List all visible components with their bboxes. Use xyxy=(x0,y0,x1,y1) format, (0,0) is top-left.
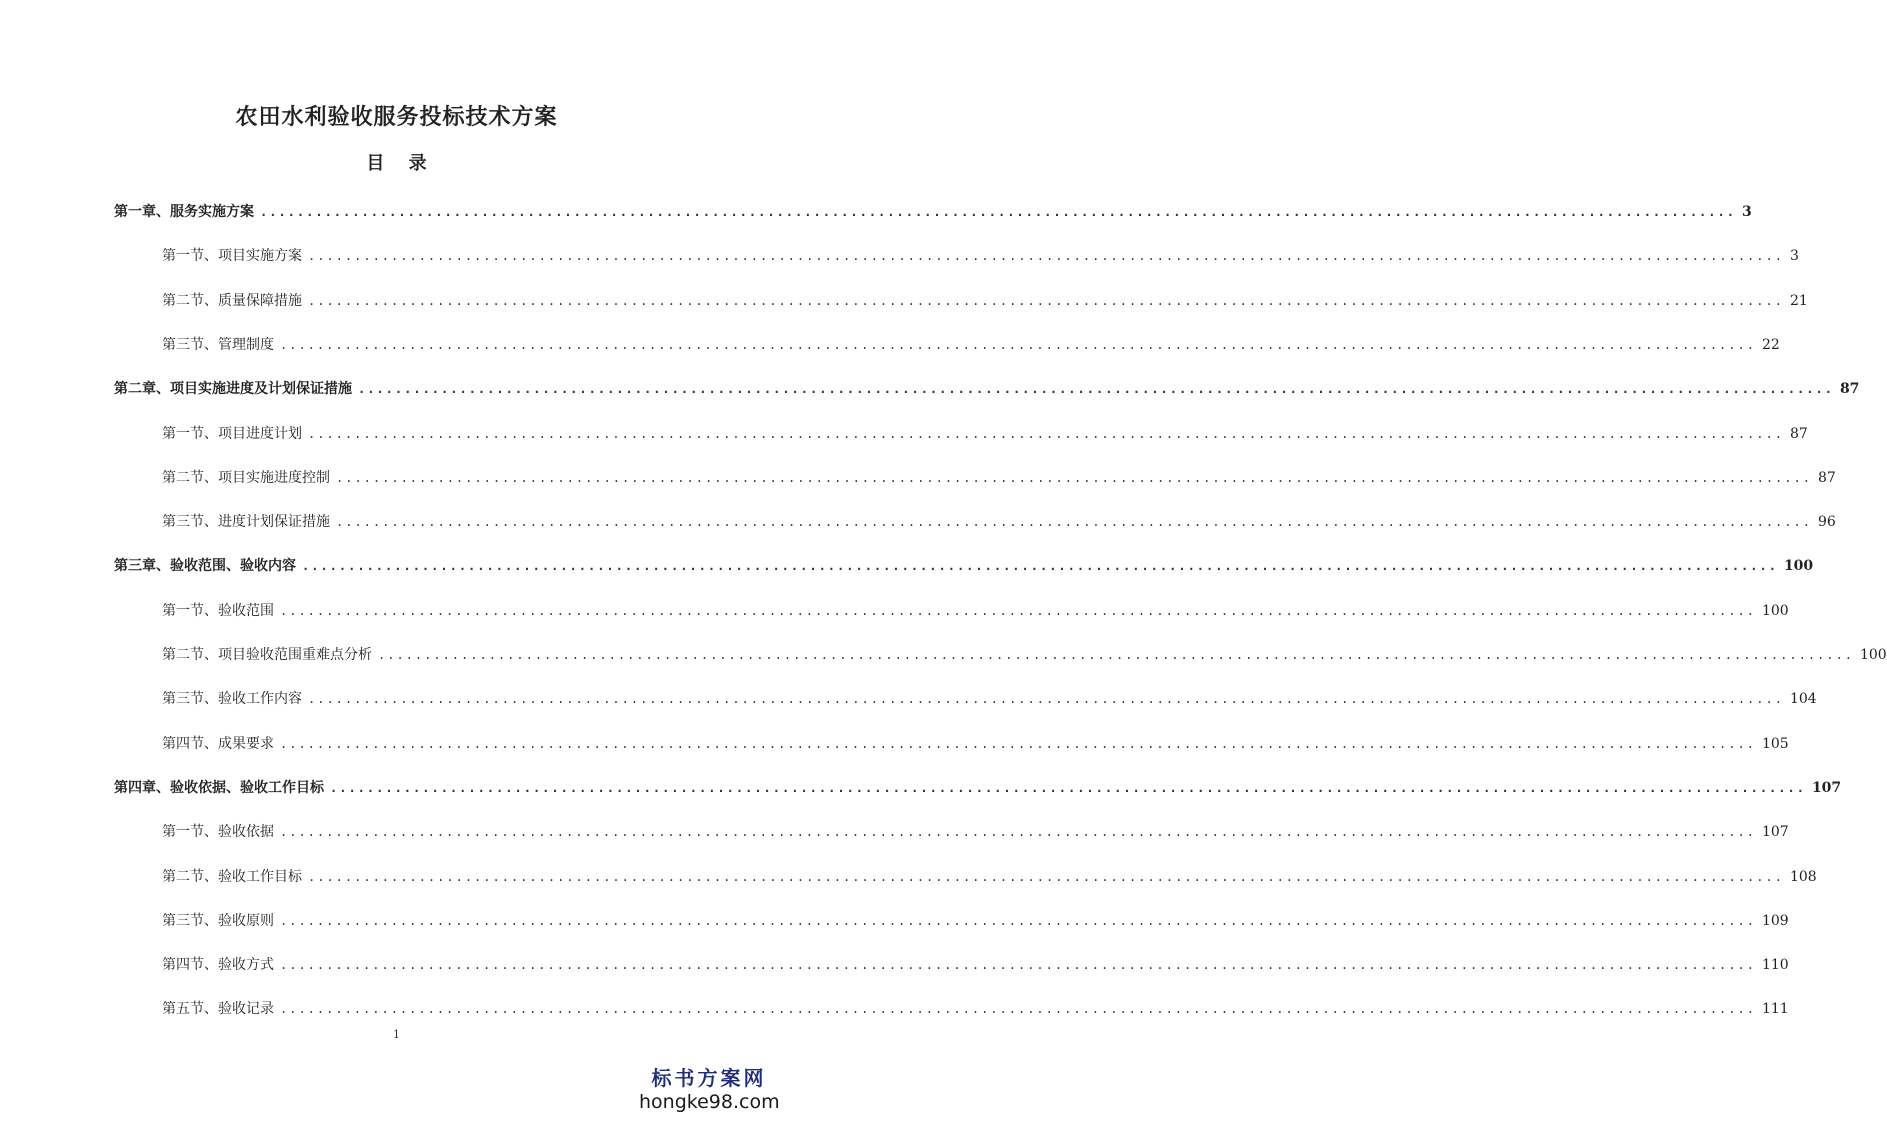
site-watermark-logo xyxy=(639,1066,779,1114)
toc-leader-dots: ................................................................................................................................................................ xyxy=(308,692,1784,707)
toc-heading: 目 录 xyxy=(366,153,427,174)
toc-leader-dots: ................................................................................................................................................................ xyxy=(308,869,1784,884)
toc-entry[interactable] xyxy=(114,777,1842,799)
toc-entry-page: 96 xyxy=(1817,514,1836,531)
toc-entry[interactable] xyxy=(114,378,1860,400)
toc-entry[interactable] xyxy=(162,998,1789,1020)
toc-entry-page: 104 xyxy=(1789,691,1817,708)
toc-entry-page: 87 xyxy=(1789,425,1808,442)
watermark-url: hongke98.com xyxy=(639,1091,780,1113)
toc-leader-dots: ................................................................................................................................................................ xyxy=(302,559,1778,574)
toc-entry[interactable] xyxy=(162,910,1789,932)
toc-leader-dots: ................................................................................................................................................................ xyxy=(280,913,1756,928)
toc-entry-label: 第三节、验收工作内容 xyxy=(162,691,302,708)
toc-entry-label: 第一节、验收范围 xyxy=(162,602,274,619)
toc-leader-dots: ................................................................................................................................................................ xyxy=(280,337,1756,352)
toc-entry[interactable] xyxy=(162,821,1789,843)
toc-entry-page: 110 xyxy=(1761,957,1789,974)
toc-leader-dots: ................................................................................................................................................................ xyxy=(280,603,1756,618)
toc-entry[interactable] xyxy=(162,511,1836,533)
document-title: 农田水利验收服务投标技术方案 xyxy=(235,104,558,130)
toc-entry[interactable] xyxy=(162,423,1808,445)
toc-entry-page: 107 xyxy=(1761,824,1789,841)
toc-leader-dots: ................................................................................................................................................................ xyxy=(308,426,1784,441)
watermark-name: 标书方案网 xyxy=(651,1066,767,1090)
toc-entry-page: 111 xyxy=(1761,1001,1789,1018)
toc-entry-page: 105 xyxy=(1761,735,1789,752)
toc-entry-label: 第一节、验收依据 xyxy=(162,824,274,841)
toc-entry-page: 108 xyxy=(1789,868,1817,885)
toc-leader-dots: ................................................................................................................................................................ xyxy=(358,382,1834,397)
toc-entry[interactable] xyxy=(162,245,1799,267)
toc-entry-page: 100 xyxy=(1783,558,1814,575)
toc-entry-label: 第二节、质量保障措施 xyxy=(162,292,302,309)
toc-entry-page: 87 xyxy=(1839,381,1860,398)
toc-entry-label: 第四节、成果要求 xyxy=(162,735,274,752)
toc-entry[interactable] xyxy=(162,866,1817,888)
toc-entry-page: 100 xyxy=(1859,647,1887,663)
toc-leader-dots: ................................................................................................................................................................ xyxy=(280,736,1756,751)
toc-entry[interactable] xyxy=(162,467,1836,489)
toc-entry-label: 第一节、项目实施方案 xyxy=(162,248,302,265)
toc-entry[interactable] xyxy=(162,644,1887,666)
toc-entry-label: 第三节、进度计划保证措施 xyxy=(162,514,330,531)
toc-entry-label: 第一章、服务实施方案 xyxy=(114,204,254,220)
toc-leader-dots: ................................................................................................................................................................ xyxy=(308,249,1784,264)
toc-leader-dots: ................................................................................................................................................................ xyxy=(336,470,1812,485)
page-number: 1 xyxy=(393,1028,400,1041)
toc-leader-dots: ................................................................................................................................................................ xyxy=(378,648,1854,662)
toc-entry-label: 第三章、验收范围、验收内容 xyxy=(114,558,296,575)
toc-entry-page: 109 xyxy=(1761,912,1789,929)
toc-leader-dots: ................................................................................................................................................................ xyxy=(280,958,1756,973)
toc-entry-label: 第二节、项目实施进度控制 xyxy=(162,469,330,486)
toc-entry-page: 3 xyxy=(1789,248,1799,265)
toc-entry-label: 第三节、验收原则 xyxy=(162,912,274,929)
toc-entry-label: 第五节、验收记录 xyxy=(162,1001,274,1018)
toc-entry-label: 第四节、验收方式 xyxy=(162,957,274,974)
toc-entry[interactable] xyxy=(162,334,1780,356)
toc-leader-dots: ................................................................................................................................................................ xyxy=(280,825,1756,840)
toc-entry-label: 第一节、项目进度计划 xyxy=(162,425,302,442)
toc-leader-dots: ................................................................................................................................................................ xyxy=(336,515,1812,530)
toc-entry-page: 100 xyxy=(1761,602,1789,619)
toc-entry[interactable] xyxy=(114,201,1752,223)
toc-leader-dots: ................................................................................................................................................................ xyxy=(308,293,1784,308)
toc-entry-page: 107 xyxy=(1811,779,1842,796)
toc-entry[interactable] xyxy=(162,290,1808,312)
toc-entry-label: 第二章、项目实施进度及计划保证措施 xyxy=(114,381,352,398)
toc-entry-label: 第二节、验收工作目标 xyxy=(162,868,302,885)
toc-leader-dots: ................................................................................................................................................................ xyxy=(330,780,1806,795)
toc-entry[interactable] xyxy=(162,733,1789,755)
toc-entry-page: 3 xyxy=(1741,204,1752,220)
toc-entry[interactable] xyxy=(162,954,1789,976)
toc-entry[interactable] xyxy=(114,555,1814,577)
toc-entry-page: 22 xyxy=(1761,336,1780,353)
toc-entry-label: 第二节、项目验收范围重难点分析 xyxy=(162,647,372,663)
toc-entry-label: 第四章、验收依据、验收工作目标 xyxy=(114,779,324,796)
toc-leader-dots: ................................................................................................................................................................ xyxy=(260,205,1736,219)
toc-entry-page: 21 xyxy=(1789,292,1808,309)
toc-entry-label: 第三节、管理制度 xyxy=(162,336,274,353)
toc-entry-page: 87 xyxy=(1817,469,1836,486)
toc-leader-dots: ................................................................................................................................................................ xyxy=(280,1002,1756,1017)
toc-entry[interactable] xyxy=(162,600,1789,622)
toc-entry[interactable] xyxy=(162,688,1817,710)
